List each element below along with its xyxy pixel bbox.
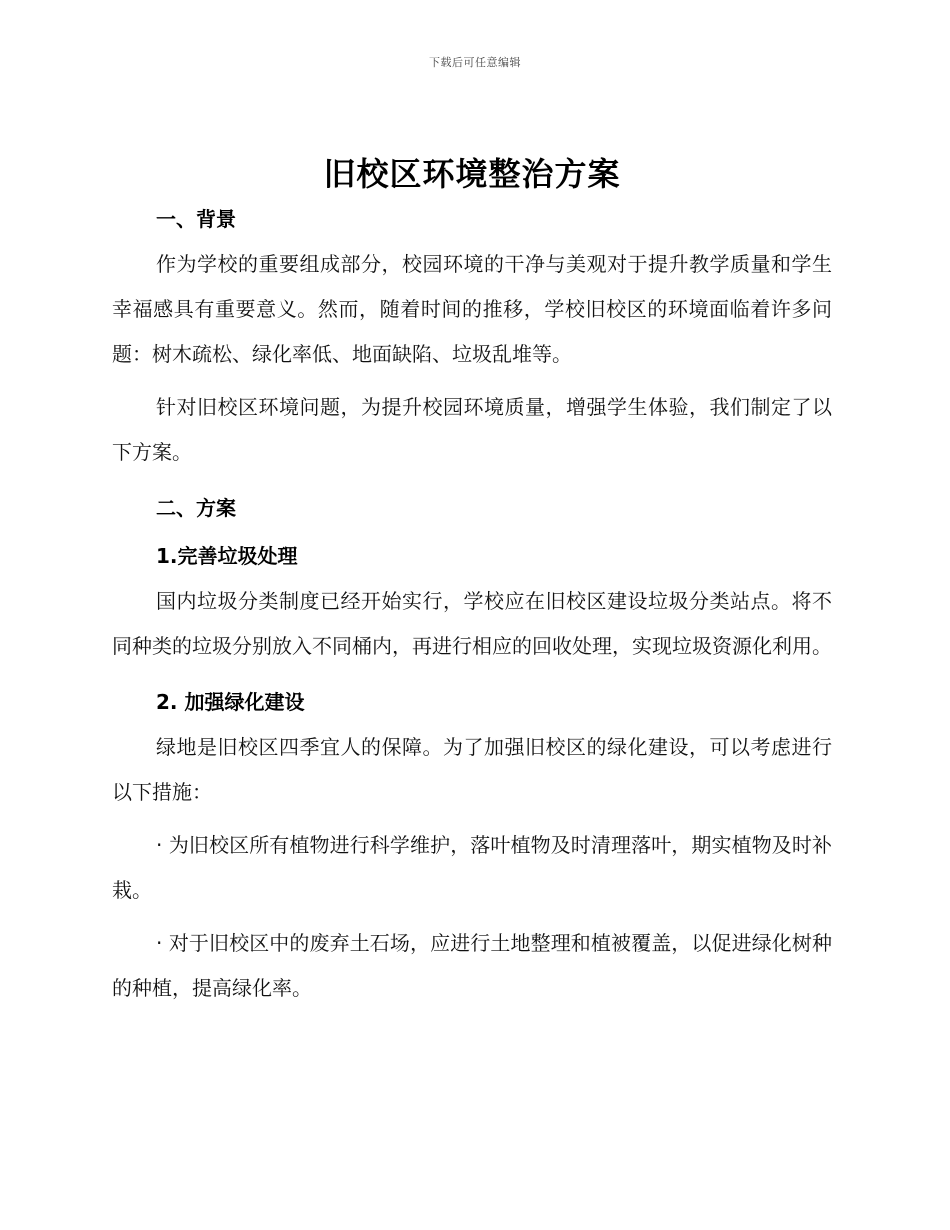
spacer — [112, 475, 832, 493]
spacer — [112, 234, 832, 242]
spacer — [112, 913, 832, 921]
spacer — [112, 523, 832, 541]
paragraph-background-1: 作为学校的重要组成部分，校园环境的干净与美观对于提升教学质量和学生幸福感具有重要意义。然而，随着时间的推移，学校旧校区的环境面临着许多问题：树木疏松、绿化率低、地面缺陷、垃圾乱堆等。 — [112, 252, 832, 366]
spacer — [112, 815, 832, 823]
bullet-item-quarry-restoration: · 对于旧校区中的废弃土石场，应进行土地整理和植被覆盖，以促进绿化树种的种植，提高绿化率。 — [112, 931, 832, 1000]
spacer — [112, 669, 832, 687]
spacer — [112, 571, 832, 579]
section-heading-background: 一、背景 — [156, 207, 236, 231]
subsection-heading-garbage: 1.完善垃圾处理 — [156, 544, 298, 568]
spacer — [112, 377, 832, 385]
bullet-item-plant-maintenance: · 为旧校区所有植物进行科学维护，落叶植物及时清理落叶，期实植物及时补栽。 — [112, 833, 832, 902]
document-title: 旧校区环境整治方案 — [323, 155, 621, 193]
header-note: 下载后可任意编辑 — [429, 56, 521, 69]
document-body — [112, 148, 832, 1011]
paragraph-background-2: 针对旧校区环境问题，为提升校园环境质量，增强学生体验，我们制定了以下方案。 — [112, 395, 832, 464]
paragraph-garbage: 国内垃圾分类制度已经开始实行，学校应在旧校区建设垃圾分类站点。将不同种类的垃圾分别放入不同桶内，再进行相应的回收处理，实现垃圾资源化利用。 — [112, 589, 832, 658]
subsection-heading-greening: 2. 加强绿化建设 — [156, 690, 305, 714]
paragraph-greening: 绿地是旧校区四季宜人的保障。为了加强旧校区的绿化建设，可以考虑进行以下措施： — [112, 735, 832, 804]
spacer — [112, 717, 832, 725]
section-heading-plan: 二、方案 — [156, 496, 236, 520]
